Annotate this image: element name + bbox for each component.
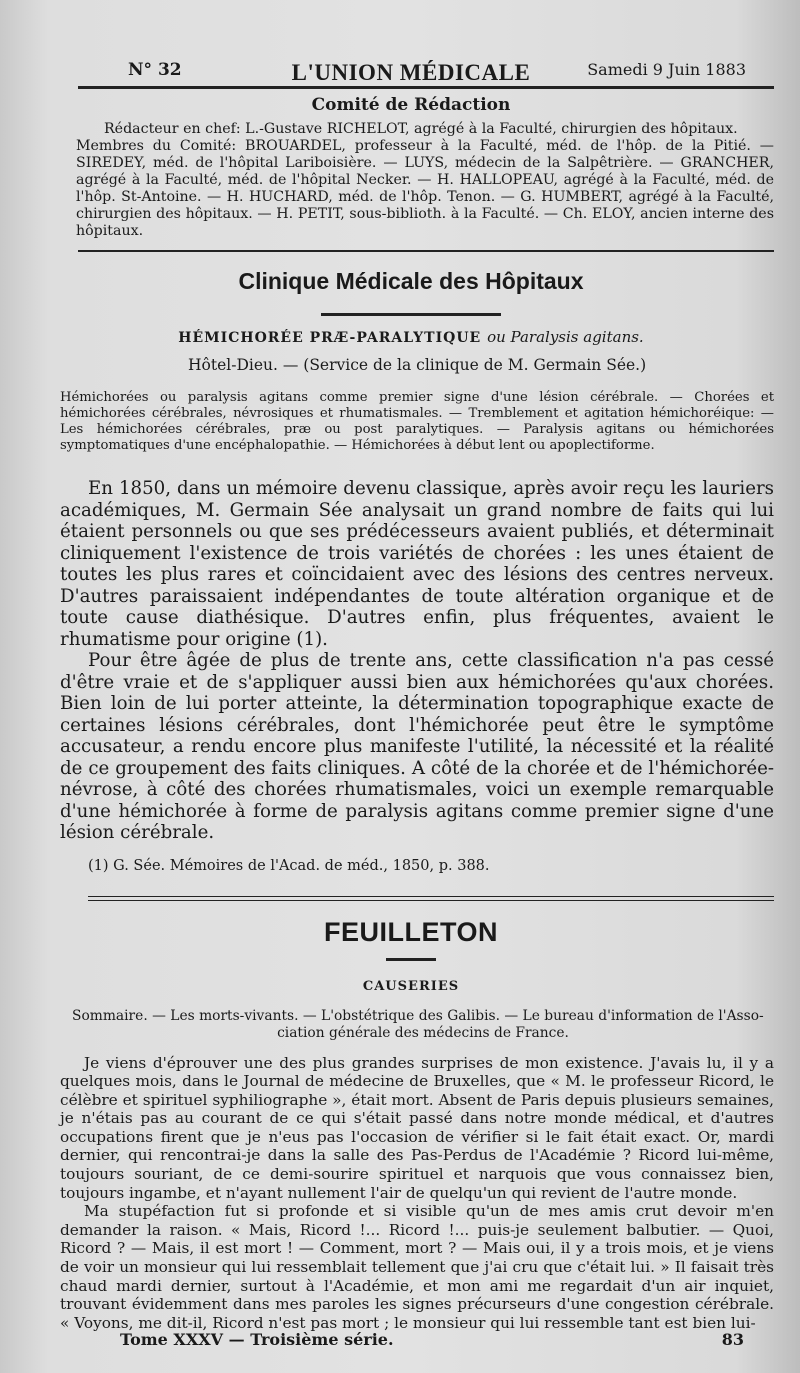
sommaire-line: ciation générale des médecins de France. [277, 1024, 569, 1041]
tome-label: Tome XXXV — Troisième série. [120, 1330, 394, 1349]
title-rule [321, 313, 501, 316]
feuilleton-title: FEUILLETON [323, 916, 498, 947]
article-paragraph: En 1850, dans un mémoire devenu classique, après avoir reçu les lauriers académiques, M. Germain Sée analysait un grand nombre de faits qui lui étaient personnels ou que ses prédécesseurs avaient publiés, et déterminait cliniquement l'existence de trois variétés de chorées : les unes étaient de toutes les plus rares et coïncidaient avec des lésions des centres nerveux. D'autres paraissaient indépendantes de toute altération organique et de toute cause diathésique. D'autres enfin, plus fréquentes, avaient le rhumatisme pour origine (1). [60, 478, 774, 650]
page-number: 83 [721, 1330, 744, 1349]
page-header [48, 0, 774, 85]
hotel-dieu-line: Hôtel-Dieu. — (Service de la clinique de M. Germain Sée.) [188, 356, 647, 374]
comite-rule [78, 250, 774, 252]
issue-number: N° 32 [128, 60, 182, 80]
feuilleton-rule [88, 896, 774, 901]
feuilleton-paragraph: Ma stupéfaction fut si profonde et si visible qu'un de mes amis crut devoir m'en demander la raison. « Mais, Ricord !... Ricord !... puis-je seulement balbutier. — Quoi, Ricord ? — Mais, il est mort ! — Comment, mort ? — Mais oui, il y a trois mois, et je viens de voir un monsieur qui lui ressemblait tellement que j'ai cru que c'était lui. » Il faisait très chaud mardi dernier, surtout à l'Académie, et mon ami me regardait d'un air inquiet, trouvant évidemment dans mes paroles les signes précurseurs d'une congestion cérébrale. « Voyons, me dit-il, Ricord n'est pas mort ; le monsieur qui lui ressemble tant est bien lui- [60, 1202, 774, 1332]
article-body [60, 478, 774, 844]
article-subtitle [48, 328, 774, 346]
section-title: Clinique Médicale des Hôpitaux [238, 268, 584, 294]
sommaire-line: Sommaire. — Les morts-vivants. — L'obstétrique des Galibis. — Le bureau d'information de l'Asso- [72, 1007, 764, 1024]
subtitle-main: HÉMICHORÉE PRÆ-PARALYTIQUE [178, 330, 482, 346]
article-paragraph: Pour être âgée de plus de trente ans, cette classification n'a pas cessé d'être vraie et de s'appliquer aussi bien aux hémichorées qu'aux chorées. Bien loin de lui porter atteinte, la détermination topographique exacte de certaines lésions cérébrales, dont l'hémichorée peut être le symptôme accusateur, a rendu encore plus manifeste l'utilité, la nécessité et la réalité de ce groupement des faits cliniques. A côté de la chorée et de l'hémichorée-névrose, à côté des chorées rhumatismales, voici un exemple remarquable d'une hémichorée à forme de paralysis agitans comme premier signe d'une lésion cérébrale. [60, 650, 774, 843]
feuilleton-small-rule [386, 958, 436, 961]
redacteur-line: Rédacteur en chef: L.-Gustave RICHELOT, agrégé à la Faculté, chirurgien des hôpitaux. [104, 121, 738, 137]
feuilleton-paragraph: Je viens d'éprouver une des plus grandes surprises de mon existence. J'avais lu, il y a quelques mois, dans le Journal de médecine de Bruxelles, que « M. le professeur Ricord, le célèbre et spirituel syphiliographe », était mort. Absent de Paris depuis plusieurs semaines, je n'étais pas au courant de ce qui s'était passé dans notre monde médical, et d'autres occupations firent que je n'eus pas l'occasion de vérifier si le fait était exact. Or, mardi dernier, qui rencontrai-je dans la salle des Pas-Perdus de l'Académie ? Ricord lui-même, toujours souriant, de ce demi-sourire spirituel et narquois que vous connaissez bien, toujours ingambe, et n'ayant nullement l'air de quelqu'un qui revient de l'autre monde. [60, 1053, 774, 1202]
article-summary: Hémichorées ou paralysis agitans comme premier signe d'une lésion cérébrale. — Chorées et hémichorées cérébrales, névrosiques et rhumatismales. — Tremblement et agitation hémichoréique: — Les hémichorées cérébrales, præ ou post paralytiques. — Paralysis agitans ou hémichorées symptomatiques d'une encéphalopathie. — Hémichorées à début lent ou apoplectiforme. [60, 390, 774, 453]
feuilleton-body [60, 1054, 774, 1333]
membres-text: Membres du Comité: BROUARDEL, professeur à la Faculté, méd. de l'hôp. de la Pitié. — SIREDEY, méd. de l'hôpital Lariboisière. — LUYS, médecin de la Salpêtrière. — GRANCHER, agrégé à la Faculté, méd. de l'hôpital Necker. — H. HALLOPEAU, agrégé à la Faculté, méd. de l'hôp. St-Antoine. — H. HUCHARD, méd. de l'hôp. Tenon. — G. HUMBERT, agrégé à la Faculté, chirurgien des hôpitaux. — H. PETIT, sous-biblioth. à la Faculté. — Ch. ELOY, ancien interne des hôpitaux. [76, 138, 774, 239]
comite-title: Comité de Rédaction [311, 95, 511, 115]
journal-title: L'UNION MÉDICALE [291, 60, 531, 85]
causeries-heading: CAUSERIES [362, 978, 460, 994]
subtitle-italic: ou Paralysis agitans. [487, 328, 644, 346]
comite-block [76, 121, 774, 240]
footnote: (1) G. Sée. Mémoires de l'Acad. de méd., 1850, p. 388. [88, 857, 490, 874]
page-footer [120, 1330, 744, 1349]
issue-date: Samedi 9 Juin 1883 [587, 60, 746, 79]
header-rule [78, 86, 774, 89]
feuilleton-sommaire [72, 1008, 774, 1042]
